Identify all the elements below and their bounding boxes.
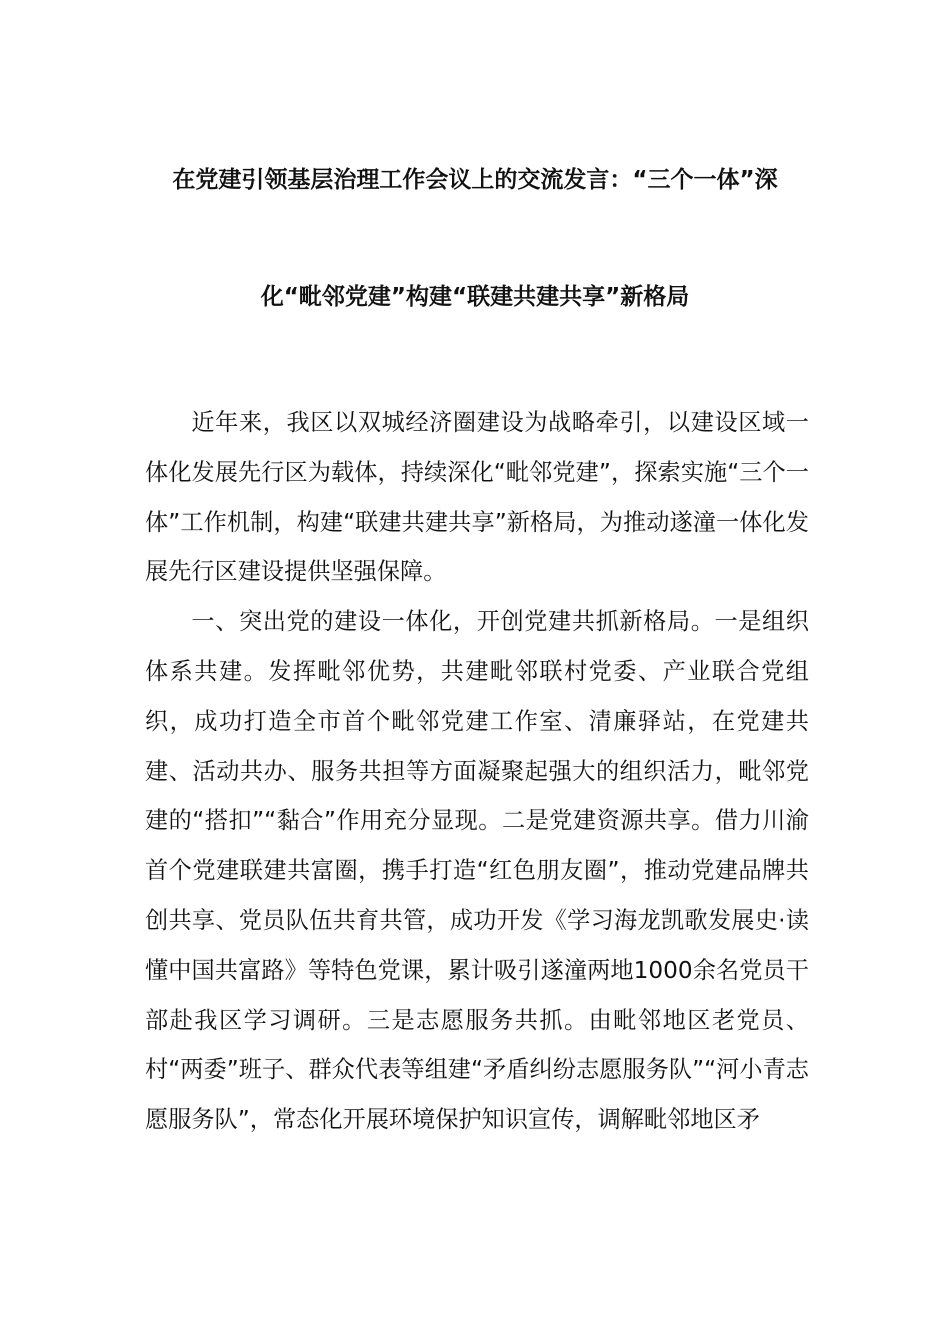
document-title-line-2: 化“毗邻党建”构建“联建共建共享”新格局 [260,284,690,310]
body-paragraph-section-one: 一、突出党的建设一体化，开创党建共抓新格局。一是组织体系共建。发挥毗邻优势，共建毗邻联村党委、产业联合党组织，成功打造全市首个毗邻党建工作室、清廉驿站，在党建共建、活动共办、服务共担等方面凝聚起强大的组织活力，毗邻党建的“搭扣”“黏合”作用充分显现。二是党建资源共享。借力川渝首个党建联建共富圈，携手打造“红色朋友圈”，推动党建品牌共创共享、党员队伍共育共管，成功开发《学习海龙凯歌发展史·读懂中国共富路》等特色党课，累计吸引遂潼两地1000余名党员干部赴我区学习调研。三是志愿服务共抓。由毗邻地区老党员、村“两委”班子、群众代表等组建“矛盾纠纷志愿服务队”“河小青志愿服务队”，常态化开展环境保护知识宣传，调解毗邻地区矛 [145,608,809,1134]
document-body [145,398,809,1145]
body-paragraph-intro: 近年来，我区以双城经济圈建设为战略牵引，以建设区域一体化发展先行区为载体，持续深化“毗邻党建”，探索实施“三个一体”工作机制，构建“联建共建共享”新格局，为推动遂潼一体化发展先行区建设提供坚强保障。 [145,409,809,586]
document-title-line-1: 在党建引领基层治理工作会议上的交流发言：“三个一体”深 [172,167,778,193]
